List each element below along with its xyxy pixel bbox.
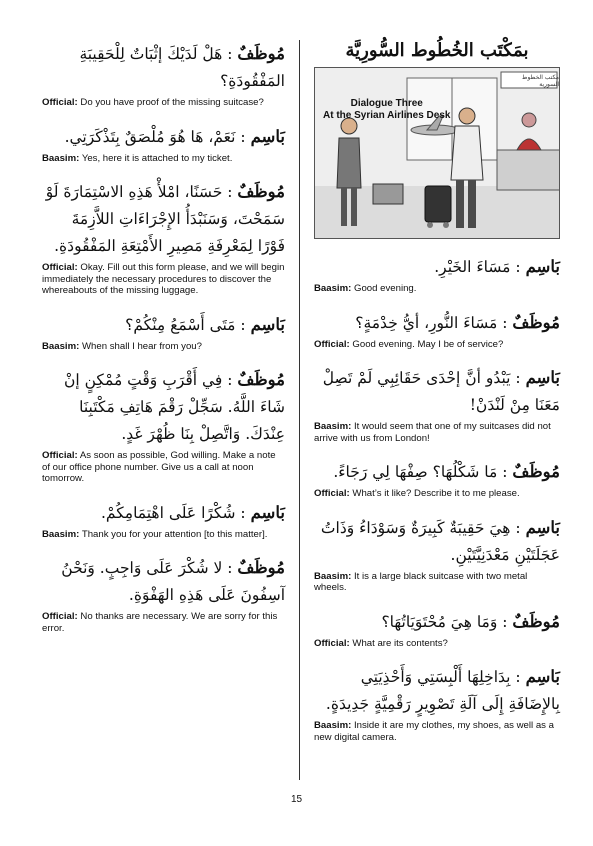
arabic-line: مُوظَفٌ : حَسَنًا، امْلأْ هَذِهِ الاسْتِمَارَةَ لَوْ سَمَحْتَ، وَسَنَبْدَأُ الإِجْرَاءَاتِ اللاَّزِمَةَ فَوْرًا لِمَعْرِفَةِ مَصِيرِ الأَمْتِعَةِ المَفْقُودَةِ.	[45, 182, 285, 255]
arabic-speaker: مُوظَفٌ	[237, 558, 285, 577]
english-text: When shall I hear from you?	[82, 340, 202, 352]
arabic-speaker: مُوظَفٌ	[512, 312, 560, 332]
english-text: What’s it like? Describe it to me please.	[352, 488, 520, 499]
right-column	[314, 40, 560, 757]
english-line	[314, 638, 560, 650]
scene-drawing	[315, 68, 560, 239]
english-text: Inside it are my clothes, my shoes, as well as a new digital camera.	[314, 720, 554, 743]
arabic-text: وَمَا هِيَ مُحْتَوَيَاتُهَا؟	[381, 612, 498, 631]
arabic-text: مَسَاءَ النُّورِ، أيُّ خِدْمَةٍ؟	[355, 313, 498, 332]
arabic-speaker: بَاسِم	[250, 314, 285, 334]
english-speaker: Baasim:	[42, 152, 80, 164]
arabic-text: مَتَى أَسْمَعُ مِنْكُمْ؟	[125, 315, 236, 334]
airline-desk-illustration	[314, 67, 560, 239]
arabic-line: بَاسِم : مَتَى أَسْمَعُ مِنْكُمْ؟	[125, 314, 285, 334]
arabic-speaker: بَاسِم	[525, 667, 560, 686]
arabic-text: بِدَاخِلِهَا أَلْبِسَتِي وَأَحْذِيَتِي بِالإِضَافَةِ إِلَى آلَةِ تَصْوِيرٍ رَقْمِيَّةٍ جَدِيدَةٍ.	[325, 668, 560, 713]
english-text: Thank you for your attention [to this matter].	[81, 528, 268, 540]
english-text: It would seem that one of my suitcases did not arrive with us from London!	[314, 421, 551, 444]
dialogue-block	[314, 458, 560, 500]
english-text: Good evening. May I be of service?	[352, 338, 504, 350]
arabic-line: مُوظَفٌ : لا شُكْرَ عَلَى وَاجِبٍ. وَنَحْنُ آسِفُونَ عَلَى هَذِهِ الهَفْوَةِ.	[61, 558, 285, 604]
english-speaker: Official:	[314, 488, 350, 499]
arabic-line: مُوظَفٌ : هَلْ لَدَيْكَ إثْبَاتٌ لِلْحَقِيبَةِ المَفْقُودَةِ؟	[79, 44, 285, 90]
dialogue-block	[42, 311, 285, 353]
english-speaker: Official:	[314, 637, 350, 649]
english-speaker: Baasim:	[314, 570, 352, 582]
arabic-text: مَا شَكْلُهَا؟ صِفْهَا لِي رَجَاءً.	[333, 463, 498, 481]
english-line	[42, 153, 285, 165]
caption-line: At the Syrian Airlines Desk	[323, 110, 451, 121]
arabic-line: بَاسِم : يَبْدُو أنَّ إحْدَى حَقَائِبِي لَمْ تَصِلْ مَعَنَا مِنْ لَنْدَنْ!	[322, 368, 560, 414]
illustration-caption	[323, 98, 450, 122]
dialogue-block	[314, 514, 560, 594]
dialogue-block	[314, 364, 560, 444]
english-text: Good evening.	[354, 283, 417, 294]
arabic-text: حَسَنًا، امْلأْ هَذِهِ الاسْتِمَارَةَ لَوْ سَمَحْتَ، وَسَنَبْدَأُ الإِجْرَاءَاتِ اللاَّزِمَةَ فَوْرًا لِمَعْرِفَةِ مَصِيرِ الأَمْتِعَةِ المَفْقُودَةِ.	[45, 183, 285, 255]
dialogue-block	[42, 366, 285, 485]
arabic-text: لا شُكْرَ عَلَى وَاجِبٍ. وَنَحْنُ آسِفُونَ عَلَى هَذِهِ الهَفْوَةِ.	[61, 559, 285, 604]
english-line	[42, 97, 285, 109]
arabic-text: شُكْرًا عَلَى اهْتِمَامِكُمْ.	[100, 503, 236, 522]
arabic-text: هِيَ حَقِيبَةٌ كَبِيرَةٌ وَسَوْدَاءُ وَذَاتُ عَجَلَتَيْنِ مَعْدَنِيَّتَيْنِ.	[320, 518, 560, 564]
arabic-line: بَاسِم : شُكْرًا عَلَى اهْتِمَامِكُمْ.	[100, 502, 285, 522]
english-text: As soon as possible, God willing. Make a note of our office phone number. Give us a call at noon tomorrow.	[42, 450, 276, 484]
english-line	[314, 720, 560, 743]
english-line	[314, 339, 560, 351]
english-speaker: Baasim:	[42, 340, 80, 352]
arabic-line: مُوظَفٌ : مَا شَكْلُهَا؟ صِفْهَا لِي رَجَاءً.	[333, 462, 560, 481]
arabic-speaker: بَاسِم	[525, 257, 560, 276]
column-divider	[299, 40, 300, 780]
english-line	[42, 529, 285, 541]
arabic-text: نَعَمْ، هَا هُوَ مُلْصَقٌ بِتَذْكَرَتِي.	[64, 127, 236, 146]
arabic-speaker: مُوظَفٌ	[237, 44, 285, 63]
english-text: What are its contents?	[352, 637, 448, 649]
english-speaker: Official:	[42, 450, 78, 461]
arabic-speaker: بَاسِم	[250, 502, 285, 522]
english-line	[314, 571, 560, 594]
english-line	[314, 421, 560, 444]
arabic-speaker: مُوظَفٌ	[237, 370, 285, 389]
english-text: Yes, here it is attached to my ticket.	[81, 152, 233, 164]
airline-sign: مكتب الخطوط السورية	[521, 74, 559, 88]
arabic-text: مَسَاءَ الخَيْرِ.	[434, 258, 511, 276]
left-column	[42, 40, 285, 648]
arabic-line: مُوظَفٌ : وَمَا هِيَ مُحْتَوَيَاتُهَا؟	[381, 611, 560, 631]
english-text: It is a large black suitcase with two metal wheels.	[314, 570, 528, 593]
page-number: 15	[290, 794, 303, 805]
english-speaker: Baasim:	[314, 283, 352, 294]
dialogue-block	[314, 663, 560, 743]
english-line	[314, 283, 560, 295]
english-line	[42, 341, 285, 353]
english-text: Do you have proof of the missing suitcase?	[80, 97, 264, 108]
arabic-speaker: مُوظَفٌ	[512, 611, 560, 631]
arabic-line: بَاسِم : هِيَ حَقِيبَةٌ كَبِيرَةٌ وَسَوْدَاءُ وَذَاتُ عَجَلَتَيْنِ مَعْدَنِيَّتَيْنِ.	[320, 517, 560, 564]
dialogue-block	[42, 123, 285, 165]
arabic-text: فِي أَقْرَبِ وَقْتٍ مُمْكِنٍ إنْ شَاءَ اللَّهُ. سَجِّلْ رَقْمَ هَاتِفِ مَكْتَبِنَا عِنْدَكَ. وَاتَّصِلْ بِنَا ظُهْرَ غَدٍ.	[64, 371, 285, 443]
english-speaker: Official:	[314, 338, 350, 350]
dialogue-block	[314, 608, 560, 650]
english-line	[42, 611, 285, 634]
arabic-text: هَلْ لَدَيْكَ إثْبَاتٌ لِلْحَقِيبَةِ المَفْقُودَةِ؟	[79, 45, 285, 90]
dialogue-block	[314, 253, 560, 295]
dialogue-block	[42, 40, 285, 109]
english-speaker: Official:	[42, 97, 78, 108]
dialogue-block	[42, 554, 285, 634]
english-speaker: Baasim:	[42, 528, 80, 540]
dialogue-block	[42, 178, 285, 297]
english-line	[314, 488, 560, 500]
dialogue-block	[314, 309, 560, 351]
arabic-speaker: بَاسِم	[525, 368, 560, 387]
arabic-speaker: مُوظَفٌ	[237, 182, 285, 201]
dialogue-title: بمَكْتَب الخُطُوط السُّورِيَّة	[345, 40, 529, 61]
arabic-line: بَاسِم : بِدَاخِلِهَا أَلْبِسَتِي وَأَحْذِيَتِي بِالإِضَافَةِ إِلَى آلَةِ تَصْوِيرٍ رَقْمِيَّةٍ جَدِيدَةٍ.	[325, 667, 560, 713]
english-speaker: Baasim:	[314, 720, 352, 731]
arabic-text: يَبْدُو أنَّ إحْدَى حَقَائِبِي لَمْ تَصِلْ مَعَنَا مِنْ لَنْدَنْ!	[322, 369, 560, 414]
english-speaker: Official:	[42, 262, 78, 273]
caption-line: Dialogue Three	[350, 98, 423, 109]
arabic-speaker: مُوظَفٌ	[512, 462, 560, 481]
arabic-line: مُوظَفٌ : مَسَاءَ النُّورِ، أيُّ خِدْمَةٍ؟	[355, 312, 560, 332]
arabic-speaker: بَاسِم	[525, 517, 560, 537]
english-speaker: Official:	[42, 611, 78, 622]
arabic-line: بَاسِم : مَسَاءَ الخَيْرِ.	[434, 257, 560, 276]
english-text: No thanks are necessary. We are sorry for this error.	[42, 611, 278, 634]
english-text: Okay. Fill out this form please, and we will begin immediately the necessary procedures to discover the whereabouts of the missing luggage.	[42, 262, 285, 296]
english-speaker: Baasim:	[314, 421, 352, 432]
arabic-line: بَاسِم : نَعَمْ، هَا هُوَ مُلْصَقٌ بِتَذْكَرَتِي.	[64, 126, 285, 146]
arabic-speaker: بَاسِم	[250, 126, 285, 146]
english-line	[42, 262, 285, 297]
arabic-line: مُوظَفٌ : فِي أَقْرَبِ وَقْتٍ مُمْكِنٍ إنْ شَاءَ اللَّهُ. سَجِّلْ رَقْمَ هَاتِفِ مَكْتَبِنَا عِنْدَكَ. وَاتَّصِلْ بِنَا ظُهْرَ غَدٍ.	[64, 370, 285, 443]
english-line	[42, 450, 285, 485]
dialogue-block	[42, 499, 285, 541]
